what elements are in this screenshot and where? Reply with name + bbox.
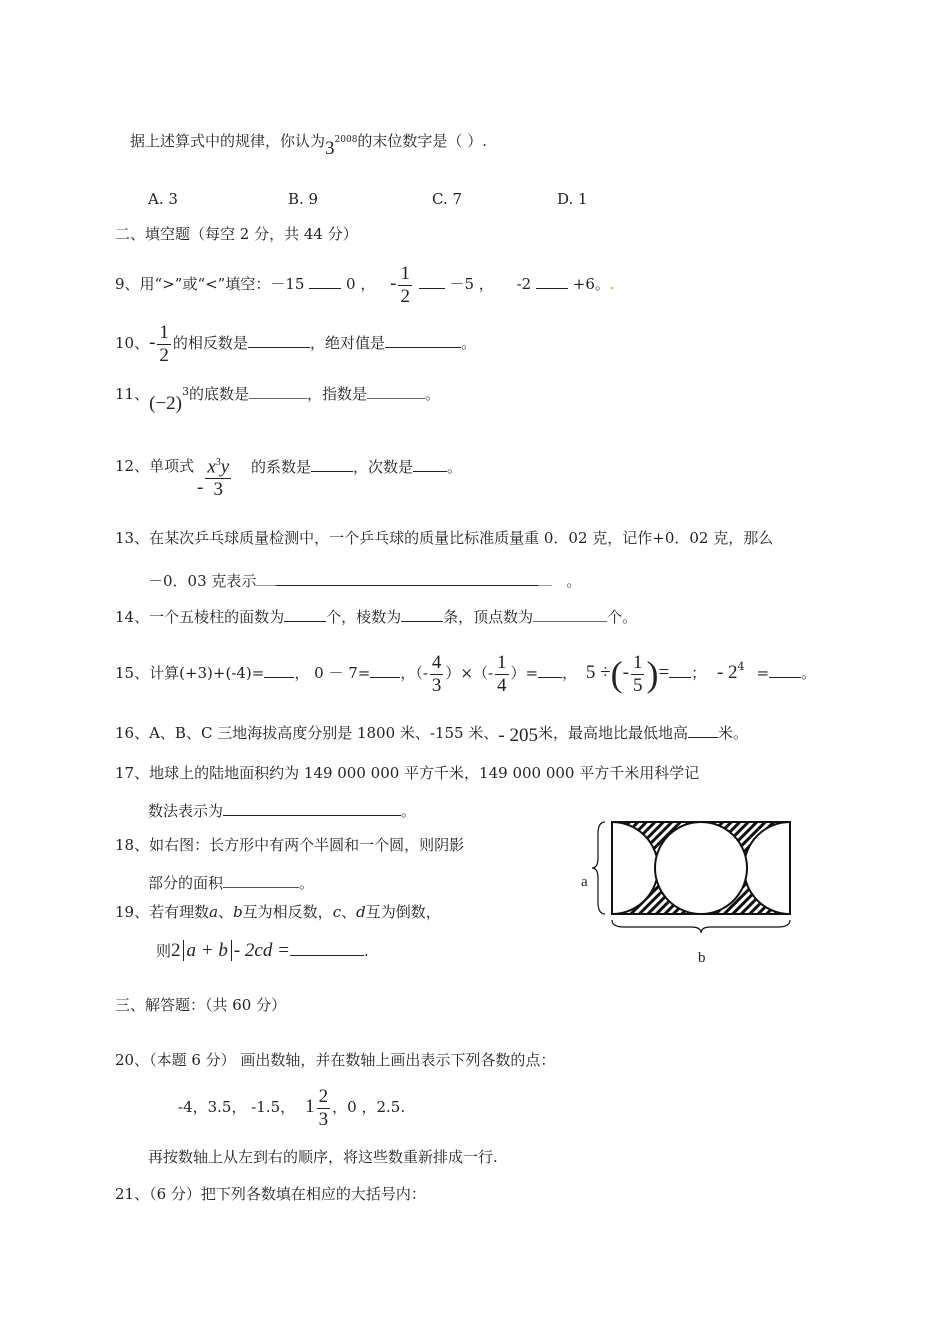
q12-tail [251, 456, 462, 477]
q15-text-2: ， 0 － 7= [294, 664, 371, 682]
q19-then: 则 [156, 942, 172, 960]
q12-end: 。 [447, 458, 463, 476]
q14-blank-3[interactable] [533, 606, 607, 622]
q16-line [115, 722, 748, 746]
q15-fraction-2 [495, 652, 509, 697]
q20-line-3: 再按数轴上从左到右的顺序，将这些数重新排成一行. [148, 1148, 498, 1166]
q15-f3-num: 1 [632, 651, 643, 673]
q12-label: 12、单项式 [115, 457, 195, 475]
q10-blank-1[interactable] [248, 332, 310, 348]
q14-line [115, 606, 637, 627]
q9-blank-3[interactable] [536, 273, 568, 289]
q9-zero: 0 ， [346, 275, 376, 293]
q20-fraction [317, 1086, 331, 1131]
q19-line-1 [115, 902, 441, 922]
q15-text-4: ）×（- [445, 664, 494, 682]
q10-minus: - [149, 332, 156, 353]
q16-blank[interactable] [688, 722, 718, 738]
q10-line [115, 321, 476, 365]
q10-frac-num: 1 [159, 321, 169, 343]
q15-line [115, 649, 816, 697]
q11-end: 。 [425, 385, 441, 403]
q11-blank-1[interactable] [249, 383, 307, 399]
q17-blank[interactable] [223, 800, 401, 816]
q12-x-exponent: 3 [215, 457, 221, 468]
q19-sep-2: 、 [341, 903, 357, 921]
q13-line-1: 13、在某次乒乓球质量检测中，一个乒乓球的质量比标准质量重 0．02 克，记作+0．02 克，那么 [115, 529, 774, 547]
q12-x: x [207, 456, 216, 478]
q13-line-2 [148, 570, 581, 591]
q15-blank-1[interactable] [264, 662, 294, 678]
q11-exponent: 3 [181, 385, 189, 398]
q9-minus5: －5 ， [449, 275, 494, 293]
q14-text-1: 14、一个五棱柱的面数为 [115, 608, 285, 626]
figure-center-circle [655, 822, 747, 914]
section3-heading: 三、解答题：（共 60 分） [115, 996, 287, 1014]
q12-frac-den: 3 [213, 479, 224, 501]
q11-text-2: ，指数是 [306, 385, 367, 403]
q17-end: 。 [401, 802, 417, 820]
q13-text: －0．03 克表示 [148, 572, 257, 590]
q12-fraction [205, 452, 231, 501]
q14-text-3: 条，顶点数为 [443, 608, 534, 626]
q18-blank[interactable] [223, 872, 299, 888]
q19-text-2: 互为相反数， [242, 903, 333, 921]
q19-sep-1: 、 [218, 903, 234, 921]
q9-label: 9、用“>”或“<”填空：－15 [115, 275, 305, 293]
q15-fraction-3 [631, 652, 645, 697]
q12-blank-2[interactable] [413, 456, 447, 472]
q19-c: c [332, 903, 342, 921]
q16-text-2: 米，最高地比最低地高 [537, 724, 688, 742]
q19-line-2 [156, 938, 369, 964]
q19-rest: - 2cd = [233, 940, 290, 961]
q15-text-6: ， [562, 664, 578, 682]
q16-value: - 205 [498, 725, 538, 746]
q20-numbers-2: ，0 ，2.5. [332, 1098, 406, 1116]
q15-semicolon: ； [691, 664, 707, 682]
q15-text-1: 15、计算(+3)+(-4)= [115, 664, 265, 682]
q19-blank[interactable] [290, 940, 364, 956]
q11-text-1: 的底数是 [188, 385, 249, 403]
q9-minus: - [390, 273, 397, 294]
q8-option-b: B. 9 [288, 190, 319, 208]
q18-line-2 [148, 872, 314, 893]
q15-blank-3[interactable] [538, 662, 562, 678]
q15-exponent: 4 [737, 660, 745, 673]
q19-d: d [356, 903, 366, 921]
q15-equals-2: = [756, 664, 770, 682]
q9-frac-den: 2 [400, 285, 410, 307]
q20-frac-den: 3 [318, 1108, 329, 1130]
q17-line-1: 17、地球上的陆地面积约为 149 000 000 平方千米，149 000 000 平方千米用科学记 [115, 764, 700, 782]
q9-frac-num: 1 [400, 262, 410, 284]
section2-heading: 二、填空题（每空 2 分，共 44 分） [115, 225, 358, 243]
q10-text-2: ，绝对值是 [309, 334, 385, 352]
q15-text-5: ）= [510, 664, 539, 682]
q12-line [115, 456, 194, 476]
q15-f1-den: 3 [431, 674, 442, 696]
q8-line [130, 131, 487, 159]
figure-label-a: a [581, 874, 588, 890]
figure-left-semicircle [578, 822, 658, 914]
q13-blank-lead [256, 570, 276, 586]
q19-text-3: 互为倒数， [365, 903, 441, 921]
q12-y: y [220, 456, 230, 478]
q10-frac-den: 2 [159, 344, 169, 366]
q13-blank-tail [538, 570, 552, 586]
q19-abs [183, 940, 232, 961]
q15-blank-5[interactable] [769, 662, 801, 678]
q17-text: 数法表示为 [148, 802, 224, 820]
figure-bottom-brace [612, 920, 790, 933]
q15-equals: = [658, 662, 670, 683]
q21-line-1: 21、（6 分）把下列各数填在相应的大括号内： [115, 1185, 426, 1203]
q9-plus6: +6。 [572, 275, 610, 293]
q12-text-1: 的系数是 [251, 458, 312, 476]
figure-left-brace [592, 822, 605, 914]
q8-option-d: D. 1 [557, 190, 588, 208]
q20-mixed-whole: 1 [305, 1096, 315, 1117]
q8-option-c: C. 7 [432, 190, 463, 208]
q9-fraction [398, 263, 412, 308]
q9-blank-1[interactable] [309, 273, 341, 289]
q11-line [115, 383, 441, 414]
q19-text-1: 19、若有理数 [115, 903, 210, 921]
q8-exponent: 2008 [334, 135, 358, 145]
q19-b: b [233, 903, 243, 921]
q13-end: 。 [566, 572, 582, 590]
q11-label: 11、 [115, 385, 150, 403]
q15-f3-den: 5 [632, 674, 643, 696]
rectangle-figure [578, 812, 798, 972]
q14-text-2: 个，棱数为 [326, 608, 402, 626]
q15-blank-2[interactable] [370, 662, 400, 678]
q11-expression: (−2) [149, 393, 182, 414]
q8-option-a: A. 3 [148, 190, 178, 208]
q15-f2-den: 4 [497, 674, 507, 696]
q15-end: 。 [801, 664, 817, 682]
q12-frac-num [205, 452, 231, 479]
q20-line-2 [178, 1084, 405, 1130]
q15-blank-4[interactable] [669, 662, 691, 678]
q8-base: 3 [325, 138, 335, 159]
figure-label-b: b [698, 950, 706, 966]
q19-a-plus-b: a + b [186, 940, 228, 961]
q15-text-3: ，（- [400, 664, 428, 682]
q15-f2-num: 1 [497, 651, 507, 673]
q10-end: 。 [460, 334, 476, 352]
q12-text-2: ，次数是 [353, 458, 414, 476]
q9-blank-2[interactable] [419, 273, 445, 289]
q15-neg-two: - 2 [716, 662, 738, 683]
q10-blank-2[interactable] [385, 332, 461, 348]
q17-line-2 [148, 800, 416, 821]
q12-monomial [197, 452, 233, 501]
q12-blank-1[interactable] [311, 456, 353, 472]
q12-minus: - [197, 476, 204, 498]
q10-text-1: 的相反数是 [172, 334, 248, 352]
q15-f1-num: 4 [431, 651, 442, 673]
q20-line-1: 20、（本题 6 分） 画出数轴，并在数轴上画出表示下列各数的点： [115, 1051, 556, 1069]
q19-end: . [363, 942, 369, 960]
q19-a: a [209, 903, 219, 921]
q15-fraction-1 [430, 652, 444, 697]
q16-text-3: 米。 [717, 724, 748, 742]
q15-left-paren: ( [610, 654, 623, 694]
q18-end: 。 [299, 874, 315, 892]
q19-two: 2 [171, 940, 181, 961]
q10-label: 10、 [115, 334, 150, 352]
q10-fraction [157, 322, 171, 367]
q8-text: 据上述算式中的规律，你认为 [130, 132, 326, 150]
q8-text-after: 的末位数字是（ ）. [357, 132, 487, 150]
q18-line-1: 18、如右图：长方形中有两个半圆和一个圆，则阴影 [115, 836, 465, 854]
q14-text-4: 个。 [607, 608, 638, 626]
q9-minus2: -2 [516, 275, 532, 293]
q15-right-paren: ) [646, 654, 659, 694]
q20-numbers: -4，3.5， -1.5， [178, 1098, 296, 1116]
q15-minus: - [622, 662, 629, 683]
q11-blank-2[interactable] [367, 383, 425, 399]
q20-frac-num: 2 [318, 1085, 329, 1107]
q9-line [115, 262, 615, 306]
q16-text-1: 16、A、B、C 三地海拔高度分别是 1800 米、-155 米、 [115, 724, 499, 742]
q13-blank[interactable] [276, 570, 538, 586]
q14-blank-2[interactable] [401, 606, 443, 622]
q14-blank-1[interactable] [284, 606, 326, 622]
stray-dot: . [609, 275, 615, 293]
q15-five-div: 5 ÷ [585, 662, 611, 683]
q18-text: 部分的面积 [148, 874, 224, 892]
